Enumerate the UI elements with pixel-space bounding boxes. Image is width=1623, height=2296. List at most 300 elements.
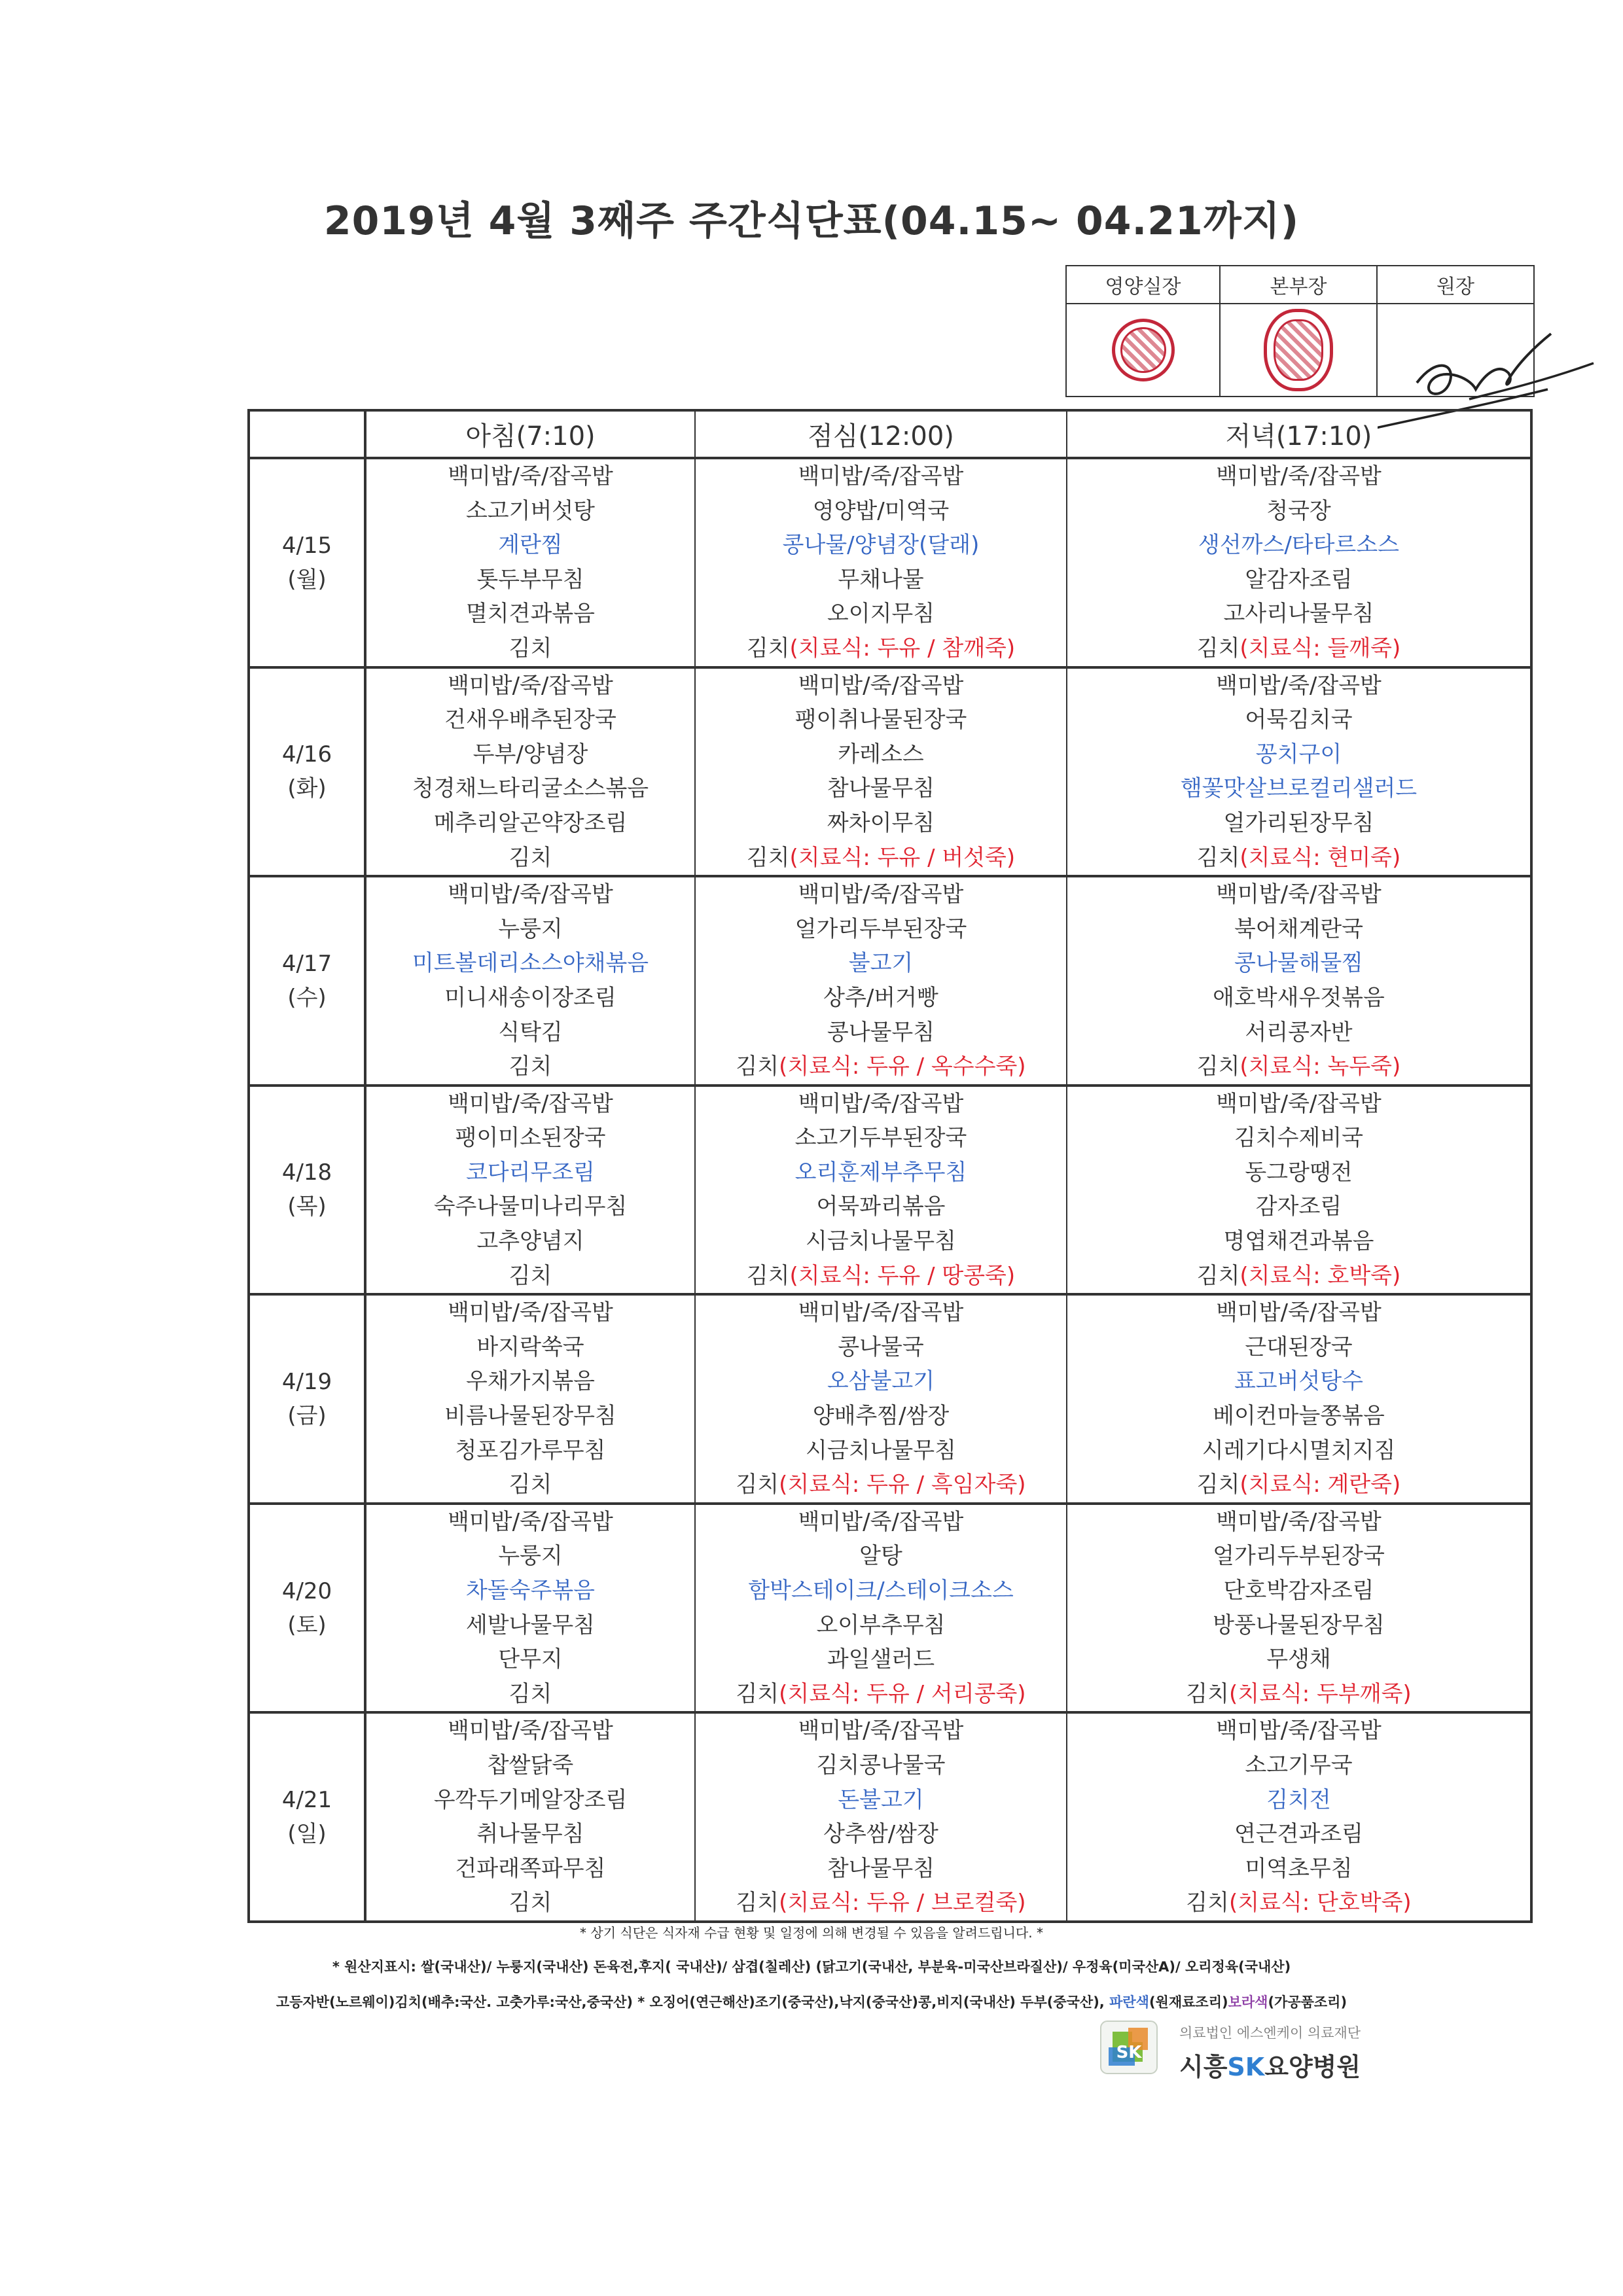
menu-item bbox=[1067, 1539, 1530, 1574]
menu-item bbox=[696, 1714, 1066, 1748]
origin-notice: * 원산지표시: 쌀(국내산)/ 누룽지(국내산) 돈육전,후지( 국내산)/ 삼겹(칠레산) (닭고기(국내산, 부분육-미국산브라질산)/ 우정육(미국산A)/ 오리정육(국내산) bbox=[332, 1959, 1291, 1975]
menu-item bbox=[366, 1190, 694, 1224]
menu-item-name: 백미밥/죽/잡곡밥 bbox=[798, 1718, 964, 1744]
dinner-cell bbox=[1067, 1712, 1531, 1922]
menu-item bbox=[696, 1121, 1066, 1156]
menu-item-name: 청국장 bbox=[1266, 497, 1331, 524]
menu-item bbox=[1067, 841, 1530, 875]
menu-item bbox=[366, 737, 694, 772]
menu-item bbox=[366, 946, 694, 981]
day-date: 4/21 bbox=[281, 1787, 332, 1814]
menu-item bbox=[696, 1259, 1066, 1294]
day-weekday: (금) bbox=[287, 1403, 327, 1430]
menu-item bbox=[696, 1574, 1066, 1608]
menu-item bbox=[366, 563, 694, 597]
menu-item bbox=[696, 494, 1066, 529]
menu-item-name: 방풍나물된장무침 bbox=[1213, 1612, 1385, 1638]
day-date: 4/19 bbox=[281, 1369, 332, 1396]
menu-item bbox=[696, 563, 1066, 597]
menu-item-name: 소고기두부된장국 bbox=[794, 1125, 967, 1152]
menu-item-name: 불고기 bbox=[848, 950, 914, 977]
menu-item bbox=[1067, 1642, 1530, 1677]
menu-item bbox=[696, 1434, 1066, 1468]
menu-item bbox=[366, 1434, 694, 1468]
menu-item-name: 어묵꽈리볶음 bbox=[816, 1193, 946, 1220]
menu-item bbox=[696, 631, 1066, 666]
day-label-cell bbox=[249, 1712, 365, 1922]
menu-item bbox=[696, 1364, 1066, 1399]
menu-item-name: 바지락쑥국 bbox=[476, 1333, 584, 1360]
menu-item bbox=[366, 912, 694, 947]
menu-item bbox=[366, 1539, 694, 1574]
menu-item-name: 고사리나물무침 bbox=[1223, 601, 1374, 627]
menu-item-name: 김치 bbox=[1196, 1053, 1240, 1080]
menu-item bbox=[1067, 806, 1530, 841]
menu-item bbox=[366, 1399, 694, 1434]
menu-item-name: 햄꽃맛살브로컬리샐러드 bbox=[1180, 775, 1418, 802]
menu-item-name: 김치 bbox=[508, 1053, 552, 1080]
menu-item-name: 팽이미소된장국 bbox=[455, 1125, 606, 1152]
menu-item-name: 연근견과조림 bbox=[1234, 1821, 1364, 1848]
menu-item bbox=[696, 1330, 1066, 1365]
menu-item bbox=[1067, 1156, 1530, 1190]
day-date: 4/16 bbox=[281, 741, 332, 768]
menu-item-name: 시레기다시멸치지짐 bbox=[1202, 1437, 1396, 1464]
menu-item-name: 김치 bbox=[736, 1680, 779, 1707]
menu-item-name: 청경채느타리굴소스볶음 bbox=[412, 775, 649, 802]
svg-text:SK: SK bbox=[1116, 2043, 1142, 2062]
menu-item-name: 김치 bbox=[508, 1680, 552, 1707]
menu-item bbox=[366, 631, 694, 666]
menu-item-name: 김치 bbox=[1196, 1262, 1240, 1289]
therapy-diet-note: (치료식: 두유 / 흑임자죽) bbox=[779, 1472, 1026, 1498]
menu-item-name: 무채나물 bbox=[838, 566, 924, 593]
menu-item bbox=[366, 1296, 694, 1330]
menu-item-name: 누룽지 bbox=[498, 1543, 563, 1570]
day-row bbox=[249, 1504, 1531, 1713]
change-notice: * 상기 식단은 식자재 수급 현황 및 일정에 의해 변경될 수 있음을 알려드립니다. * bbox=[580, 1925, 1043, 1941]
dinner-cell bbox=[1067, 667, 1531, 877]
menu-item-name: 콩나물무침 bbox=[827, 1019, 935, 1046]
menu-item-name: 과일샐러드 bbox=[827, 1646, 935, 1673]
menu-item-name: 오이지무침 bbox=[827, 601, 935, 627]
menu-item bbox=[696, 1852, 1066, 1886]
menu-item bbox=[366, 1156, 694, 1190]
menu-item-name: 소고기버섯탕 bbox=[465, 497, 596, 524]
menu-item bbox=[696, 1399, 1066, 1434]
menu-item bbox=[696, 703, 1066, 737]
menu-item bbox=[366, 1259, 694, 1294]
menu-item-name: 미트볼데리소스야채볶음 bbox=[412, 950, 649, 977]
day-row bbox=[249, 1086, 1531, 1295]
lunch-cell bbox=[695, 1294, 1067, 1504]
approval-signature-cell bbox=[1377, 304, 1534, 397]
seal-stamp-icon bbox=[1112, 319, 1175, 381]
menu-item-name: 톳두부무침 bbox=[476, 566, 584, 593]
menu-item-name: 참나물무침 bbox=[827, 1855, 935, 1882]
menu-item bbox=[1067, 737, 1530, 772]
menu-item-name: 김치 bbox=[1196, 635, 1240, 662]
menu-item bbox=[366, 1330, 694, 1365]
menu-item bbox=[696, 1886, 1066, 1920]
org-name-prefix: 시흥 bbox=[1179, 2053, 1228, 2081]
therapy-diet-note: (치료식: 현미죽) bbox=[1240, 844, 1401, 871]
menu-item bbox=[1067, 1748, 1530, 1783]
dinner-cell bbox=[1067, 1504, 1531, 1713]
breakfast-cell bbox=[365, 1712, 695, 1922]
menu-item bbox=[696, 1224, 1066, 1259]
menu-item bbox=[366, 1886, 694, 1920]
menu-item bbox=[366, 1642, 694, 1677]
menu-item bbox=[696, 1505, 1066, 1540]
day-label-cell bbox=[249, 1504, 365, 1713]
breakfast-cell bbox=[365, 1086, 695, 1295]
menu-item bbox=[696, 459, 1066, 494]
menu-item-name: 숙주나물미나리무침 bbox=[433, 1193, 628, 1220]
menu-item-name: 콩나물해물찜 bbox=[1234, 950, 1364, 977]
menu-item bbox=[1067, 703, 1530, 737]
legend-blue-desc: (원재료조리) bbox=[1149, 1994, 1228, 2010]
menu-item-name: 김치 bbox=[508, 1890, 552, 1916]
org-name-sk: SK bbox=[1227, 2053, 1265, 2081]
menu-item-name: 무생채 bbox=[1266, 1646, 1331, 1673]
dinner-cell bbox=[1067, 458, 1531, 667]
menu-item-name: 소고기무국 bbox=[1245, 1752, 1353, 1778]
menu-item bbox=[366, 1783, 694, 1818]
menu-item-name: 백미밥/죽/잡곡밥 bbox=[798, 1299, 964, 1326]
menu-item bbox=[1067, 1121, 1530, 1156]
menu-item bbox=[366, 1016, 694, 1050]
menu-item bbox=[366, 1574, 694, 1608]
menu-item bbox=[366, 1468, 694, 1502]
menu-item-name: 함박스테이크/스테이크소스 bbox=[748, 1578, 1014, 1604]
org-subtitle: 의료법인 에스엔케이 의료재단 bbox=[1179, 2025, 1361, 2041]
menu-item-name: 돈불고기 bbox=[838, 1786, 924, 1813]
menu-item-name: 표고버섯탕수 bbox=[1234, 1368, 1364, 1395]
menu-item bbox=[366, 806, 694, 841]
menu-item-name: 김치 bbox=[508, 1262, 552, 1289]
menu-item-name: 어묵김치국 bbox=[1245, 707, 1353, 733]
dinner-cell bbox=[1067, 1294, 1531, 1504]
menu-item-name: 취나물무침 bbox=[476, 1821, 584, 1848]
menu-item bbox=[1067, 1087, 1530, 1122]
menu-item-name: 누룽지 bbox=[498, 915, 563, 942]
breakfast-cell bbox=[365, 1504, 695, 1713]
menu-item-name: 백미밥/죽/잡곡밥 bbox=[798, 1090, 964, 1117]
therapy-diet-note: (치료식: 단호박죽) bbox=[1229, 1890, 1412, 1916]
menu-item-name: 알탕 bbox=[859, 1543, 902, 1570]
approval-header-director: 본부장 bbox=[1220, 266, 1377, 304]
day-label-cell bbox=[249, 458, 365, 667]
menu-item bbox=[1067, 459, 1530, 494]
menu-item-name: 백미밥/죽/잡곡밥 bbox=[1216, 1090, 1382, 1117]
menu-item-name: 영양밥/미역국 bbox=[812, 497, 950, 524]
therapy-diet-note: (치료식: 두유 / 참깨죽) bbox=[789, 635, 1016, 662]
menu-item-name: 건새우배추된장국 bbox=[444, 707, 616, 733]
menu-item-name: 알감자조림 bbox=[1245, 566, 1353, 593]
menu-item-name: 청포김가루무침 bbox=[455, 1437, 606, 1464]
menu-item-name: 김치 bbox=[1196, 844, 1240, 871]
menu-item-name: 시금치나물무침 bbox=[806, 1437, 956, 1464]
menu-item-name: 고추양념지 bbox=[476, 1228, 584, 1255]
org-name-suffix: 요양병원 bbox=[1264, 2053, 1361, 2081]
menu-item-name: 김치 bbox=[1186, 1890, 1229, 1916]
menu-item bbox=[696, 1050, 1066, 1084]
menu-item-name: 상추/버거빵 bbox=[823, 984, 938, 1011]
menu-item-name: 짜차이무침 bbox=[827, 809, 935, 836]
menu-item-name: 생선까스/타타르소스 bbox=[1198, 532, 1400, 559]
menu-item bbox=[1067, 1330, 1530, 1365]
breakfast-cell bbox=[365, 458, 695, 667]
day-label-cell bbox=[249, 1294, 365, 1504]
menu-item bbox=[1067, 1817, 1530, 1852]
menu-item-name: 백미밥/죽/잡곡밥 bbox=[1216, 672, 1382, 699]
breakfast-cell bbox=[365, 667, 695, 877]
menu-item-name: 김치 bbox=[508, 635, 552, 662]
menu-item-name: 백미밥/죽/잡곡밥 bbox=[798, 881, 964, 908]
menu-item bbox=[696, 1608, 1066, 1643]
menu-item-name: 백미밥/죽/잡곡밥 bbox=[448, 672, 613, 699]
menu-item bbox=[1067, 1259, 1530, 1294]
menu-item-name: 김치 bbox=[736, 1053, 779, 1080]
menu-item bbox=[366, 981, 694, 1016]
day-row bbox=[249, 876, 1531, 1086]
day-weekday: (월) bbox=[287, 566, 327, 593]
menu-item-name: 코다리무조림 bbox=[465, 1159, 596, 1186]
menu-item-name: 콩나물국 bbox=[838, 1333, 924, 1360]
therapy-diet-note: (치료식: 두유 / 서리콩죽) bbox=[779, 1680, 1026, 1707]
menu-item-name: 김치 bbox=[736, 1472, 779, 1498]
day-label-cell bbox=[249, 1086, 365, 1295]
weekly-menu-table bbox=[247, 409, 1533, 1923]
menu-item bbox=[1067, 1886, 1530, 1920]
menu-item-name: 근대된장국 bbox=[1245, 1333, 1353, 1360]
menu-item-name: 카레소스 bbox=[838, 741, 924, 768]
menu-item-name: 오이부추무침 bbox=[816, 1612, 946, 1638]
legend-blue-label: 파란색 bbox=[1109, 1994, 1149, 2010]
menu-item bbox=[696, 1190, 1066, 1224]
menu-item bbox=[1067, 1224, 1530, 1259]
menu-item bbox=[696, 597, 1066, 631]
menu-item-name: 백미밥/죽/잡곡밥 bbox=[448, 1090, 613, 1117]
menu-item bbox=[366, 1121, 694, 1156]
menu-item bbox=[696, 806, 1066, 841]
day-label-cell bbox=[249, 667, 365, 877]
header-lunch: 점심(12:00) bbox=[695, 410, 1067, 458]
menu-item bbox=[1067, 1190, 1530, 1224]
menu-item bbox=[1067, 981, 1530, 1016]
therapy-diet-note: (치료식: 두유 / 브로컬죽) bbox=[779, 1890, 1026, 1916]
menu-item bbox=[366, 1748, 694, 1783]
menu-item bbox=[1067, 1852, 1530, 1886]
menu-item bbox=[1067, 563, 1530, 597]
menu-item bbox=[366, 841, 694, 875]
menu-item bbox=[696, 737, 1066, 772]
menu-item-name: 김치 bbox=[1196, 1472, 1240, 1498]
legend-purple-desc: (가공품조리) bbox=[1268, 1994, 1347, 2010]
day-date: 4/17 bbox=[281, 950, 332, 977]
menu-item-name: 계란찜 bbox=[498, 532, 563, 559]
therapy-diet-note: (치료식: 두유 / 땅콩죽) bbox=[789, 1262, 1016, 1289]
menu-item-name: 꽁치구이 bbox=[1255, 741, 1342, 768]
menu-item-name: 백미밥/죽/잡곡밥 bbox=[798, 672, 964, 699]
menu-item-name: 서리콩자반 bbox=[1245, 1019, 1353, 1046]
menu-item bbox=[696, 1468, 1066, 1502]
menu-item-name: 명엽채견과볶음 bbox=[1223, 1228, 1374, 1255]
menu-item bbox=[696, 1016, 1066, 1050]
menu-item bbox=[1067, 494, 1530, 529]
menu-item bbox=[366, 459, 694, 494]
menu-item bbox=[1067, 1050, 1530, 1084]
menu-item bbox=[1067, 1505, 1530, 1540]
approval-stamp-cell-2 bbox=[1220, 304, 1377, 397]
hospital-logo-icon bbox=[1099, 2019, 1158, 2076]
menu-item-name: 김치 bbox=[746, 844, 790, 871]
menu-item bbox=[696, 771, 1066, 806]
legend-purple-label: 보라색 bbox=[1228, 1994, 1268, 2010]
menu-item-name: 단호박감자조림 bbox=[1223, 1578, 1374, 1604]
day-date: 4/15 bbox=[281, 532, 332, 559]
origin-notice-continued bbox=[0, 1992, 1623, 2011]
menu-item bbox=[366, 528, 694, 563]
menu-item bbox=[1067, 1468, 1530, 1502]
header-dinner: 저녁(17:10) bbox=[1067, 410, 1531, 458]
menu-item bbox=[1067, 528, 1530, 563]
menu-item-name: 백미밥/죽/잡곡밥 bbox=[798, 1508, 964, 1535]
menu-item-name: 백미밥/죽/잡곡밥 bbox=[1216, 1508, 1382, 1535]
menu-item bbox=[1067, 1608, 1530, 1643]
menu-item-name: 차돌숙주볶음 bbox=[465, 1578, 596, 1604]
menu-item-name: 찹쌀닭죽 bbox=[487, 1752, 574, 1778]
approval-header-chief: 원장 bbox=[1377, 266, 1534, 304]
menu-item-name: 콩나물/양념장(달래) bbox=[782, 532, 980, 559]
menu-item bbox=[366, 1608, 694, 1643]
menu-item-name: 김치전 bbox=[1266, 1786, 1331, 1813]
approval-header-nutrition: 영양실장 bbox=[1066, 266, 1220, 304]
menu-item bbox=[696, 1156, 1066, 1190]
therapy-diet-note: (치료식: 두유 / 옥수수죽) bbox=[779, 1053, 1026, 1080]
day-weekday: (목) bbox=[287, 1193, 327, 1220]
menu-item bbox=[1067, 1434, 1530, 1468]
menu-item bbox=[696, 528, 1066, 563]
menu-item bbox=[1067, 771, 1530, 806]
day-row bbox=[249, 667, 1531, 877]
menu-item bbox=[366, 1224, 694, 1259]
breakfast-cell bbox=[365, 876, 695, 1086]
menu-item-name: 식탁김 bbox=[498, 1019, 563, 1046]
menu-item-name: 시금치나물무침 bbox=[806, 1228, 956, 1255]
menu-item bbox=[1067, 1783, 1530, 1818]
page-title: 2019년 4월 3째주 주간식단표(04.15~ 04.21까지) bbox=[323, 198, 1300, 244]
menu-item bbox=[696, 981, 1066, 1016]
dinner-cell bbox=[1067, 876, 1531, 1086]
header-corner bbox=[249, 410, 365, 458]
menu-item bbox=[1067, 946, 1530, 981]
menu-item-name: 멸치견과볶음 bbox=[465, 601, 596, 627]
menu-item-name: 얼가리된장무침 bbox=[1223, 809, 1374, 836]
therapy-diet-note: (치료식: 들깨죽) bbox=[1240, 635, 1401, 662]
menu-item-name: 김치 bbox=[508, 1472, 552, 1498]
lunch-cell bbox=[695, 458, 1067, 667]
origin-notice-main: 고등자반(노르웨이)김치(배추:국산. 고춧가루:국산,중국산) * 오징어(연근해산)조기(중국산),낙지(중국산)콩,비지(국내산) 두부(중국산), bbox=[276, 1994, 1110, 2010]
lunch-cell bbox=[695, 667, 1067, 877]
menu-item-name: 상추쌈/쌈장 bbox=[823, 1821, 938, 1848]
menu-item bbox=[366, 877, 694, 912]
day-label-cell bbox=[249, 876, 365, 1086]
menu-item-name: 메추리알곤약장조림 bbox=[433, 809, 628, 836]
menu-item bbox=[696, 1817, 1066, 1852]
menu-item bbox=[366, 1714, 694, 1748]
menu-item bbox=[1067, 1399, 1530, 1434]
menu-item-name: 오삼불고기 bbox=[827, 1368, 935, 1395]
menu-item-name: 베이컨마늘쫑볶음 bbox=[1213, 1403, 1385, 1430]
dinner-cell bbox=[1067, 1086, 1531, 1295]
org-name bbox=[1179, 2047, 1361, 2083]
menu-item bbox=[1067, 1364, 1530, 1399]
menu-item bbox=[366, 597, 694, 631]
day-weekday: (수) bbox=[287, 984, 327, 1011]
menu-item bbox=[1067, 631, 1530, 666]
lunch-cell bbox=[695, 1504, 1067, 1713]
menu-item bbox=[1067, 1714, 1530, 1748]
lunch-cell bbox=[695, 1086, 1067, 1295]
lunch-cell bbox=[695, 1712, 1067, 1922]
menu-item-name: 미니새송이장조림 bbox=[444, 984, 616, 1011]
menu-item-name: 팽이취나물된장국 bbox=[794, 707, 967, 733]
menu-item bbox=[696, 669, 1066, 703]
menu-item-name: 비름나물된장무침 bbox=[444, 1403, 616, 1430]
menu-item bbox=[366, 771, 694, 806]
menu-item bbox=[366, 1364, 694, 1399]
menu-item-name: 백미밥/죽/잡곡밥 bbox=[448, 463, 613, 489]
day-row bbox=[249, 458, 1531, 667]
menu-item-name: 얼가리두부된장국 bbox=[794, 915, 967, 942]
menu-item-name: 두부/양념장 bbox=[473, 741, 588, 768]
menu-item bbox=[696, 1087, 1066, 1122]
approval-box bbox=[1065, 265, 1535, 397]
seal-stamp-icon bbox=[1264, 309, 1333, 391]
lunch-cell bbox=[695, 876, 1067, 1086]
day-row bbox=[249, 1294, 1531, 1504]
menu-item-name: 백미밥/죽/잡곡밥 bbox=[1216, 881, 1382, 908]
menu-item bbox=[696, 841, 1066, 875]
menu-item-name: 단무지 bbox=[498, 1646, 563, 1673]
menu-item-name: 백미밥/죽/잡곡밥 bbox=[798, 463, 964, 489]
menu-item-name: 백미밥/죽/잡곡밥 bbox=[1216, 463, 1382, 489]
menu-item-name: 참나물무침 bbox=[827, 775, 935, 802]
menu-item bbox=[696, 1642, 1066, 1677]
day-row bbox=[249, 1712, 1531, 1922]
menu-item bbox=[696, 912, 1066, 947]
menu-item-name: 백미밥/죽/잡곡밥 bbox=[1216, 1718, 1382, 1744]
menu-item bbox=[366, 1677, 694, 1712]
menu-item-name: 백미밥/죽/잡곡밥 bbox=[448, 1508, 613, 1535]
menu-item bbox=[696, 1677, 1066, 1712]
day-date: 4/20 bbox=[281, 1578, 332, 1604]
approval-stamp-cell-1 bbox=[1066, 304, 1220, 397]
menu-item-name: 북어채계란국 bbox=[1234, 915, 1364, 942]
menu-item-name: 오리훈제부추무침 bbox=[794, 1159, 967, 1186]
header-breakfast: 아침(7:10) bbox=[365, 410, 695, 458]
menu-item bbox=[366, 494, 694, 529]
menu-item-name: 김치 bbox=[508, 844, 552, 871]
therapy-diet-note: (치료식: 호박죽) bbox=[1240, 1262, 1401, 1289]
menu-item bbox=[1067, 1296, 1530, 1330]
menu-item-name: 백미밥/죽/잡곡밥 bbox=[1216, 1299, 1382, 1326]
day-date: 4/18 bbox=[281, 1159, 332, 1186]
menu-item bbox=[696, 1296, 1066, 1330]
menu-item bbox=[1067, 1574, 1530, 1608]
